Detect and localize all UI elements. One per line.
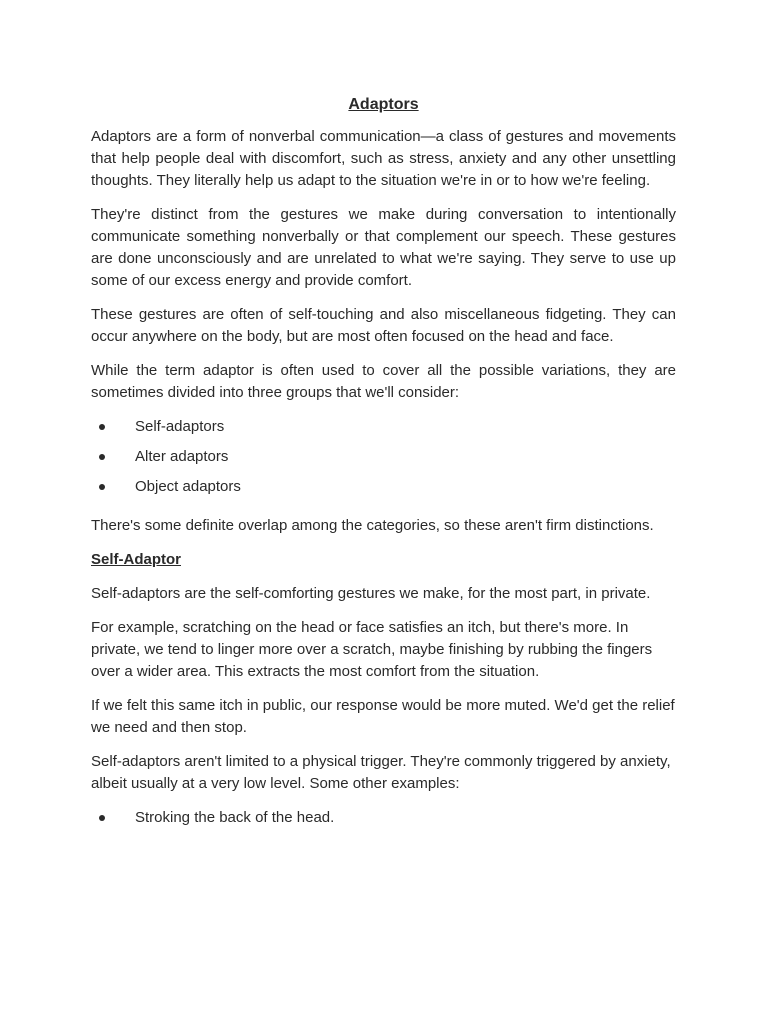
bullet-icon bbox=[99, 815, 105, 821]
section-paragraph-2: For example, scratching on the head or face satisfies an itch, but there's more. In private, we tend to linger more over a scratch, maybe finishing by rubbing the fingers over a wider area. This extracts the most comfort from the situation. bbox=[91, 619, 653, 680]
list-item bbox=[91, 416, 676, 446]
list-item-text: Alter adaptors bbox=[135, 448, 229, 465]
list-item-text: Object adaptors bbox=[135, 478, 241, 495]
intro-paragraph-1: Adaptors are a form of nonverbal communication—a class of gestures and movements that help people deal with discomfort, such as stress, anxiety and any other unsettling thoughts. They literally help us adapt to the situation we're in or to how we're feeling. bbox=[91, 128, 676, 189]
section-heading: Self-Adaptor bbox=[91, 551, 181, 568]
intro-paragraph-2: They're distinct from the gestures we make during conversation to intentionally communicate something nonverbally or that complement our speech. These gestures are done unconsciously and are unrelated to what we're saying. They serve to use up some of our excess energy and provide comfort. bbox=[91, 206, 676, 289]
section-paragraph-3: If we felt this same itch in public, our response would be more muted. We'd get the relief we need and then stop. bbox=[91, 697, 675, 736]
intro-paragraph-4: While the term adaptor is often used to cover all the possible variations, they are sometimes divided into three groups that we'll consider: bbox=[91, 362, 676, 401]
bullet-icon bbox=[99, 424, 105, 430]
list-item-text: Self-adaptors bbox=[135, 418, 225, 435]
bullet-icon bbox=[99, 454, 105, 460]
bullet-icon bbox=[99, 484, 105, 490]
list-item bbox=[91, 446, 676, 476]
section-paragraph-1: Self-adaptors are the self-comforting gestures we make, for the most part, in private. bbox=[91, 585, 651, 602]
document-title: Adaptors bbox=[348, 96, 419, 113]
intro-paragraph-3: These gestures are often of self-touching and also miscellaneous fidgeting. They can occur anywhere on the body, but are most often focused on the head and face. bbox=[91, 306, 676, 345]
document-page bbox=[91, 94, 676, 846]
list-item-text: Stroking the back of the head. bbox=[135, 809, 335, 826]
list-item bbox=[91, 476, 676, 506]
section-paragraph-4: Self-adaptors aren't limited to a physical trigger. They're commonly triggered by anxiety, albeit usually at a very low level. Some other examples: bbox=[91, 753, 671, 792]
adaptor-groups-list bbox=[91, 416, 676, 506]
examples-list bbox=[91, 807, 676, 837]
overlap-note: There's some definite overlap among the categories, so these aren't firm distinctions. bbox=[91, 517, 654, 534]
list-item bbox=[91, 807, 676, 837]
